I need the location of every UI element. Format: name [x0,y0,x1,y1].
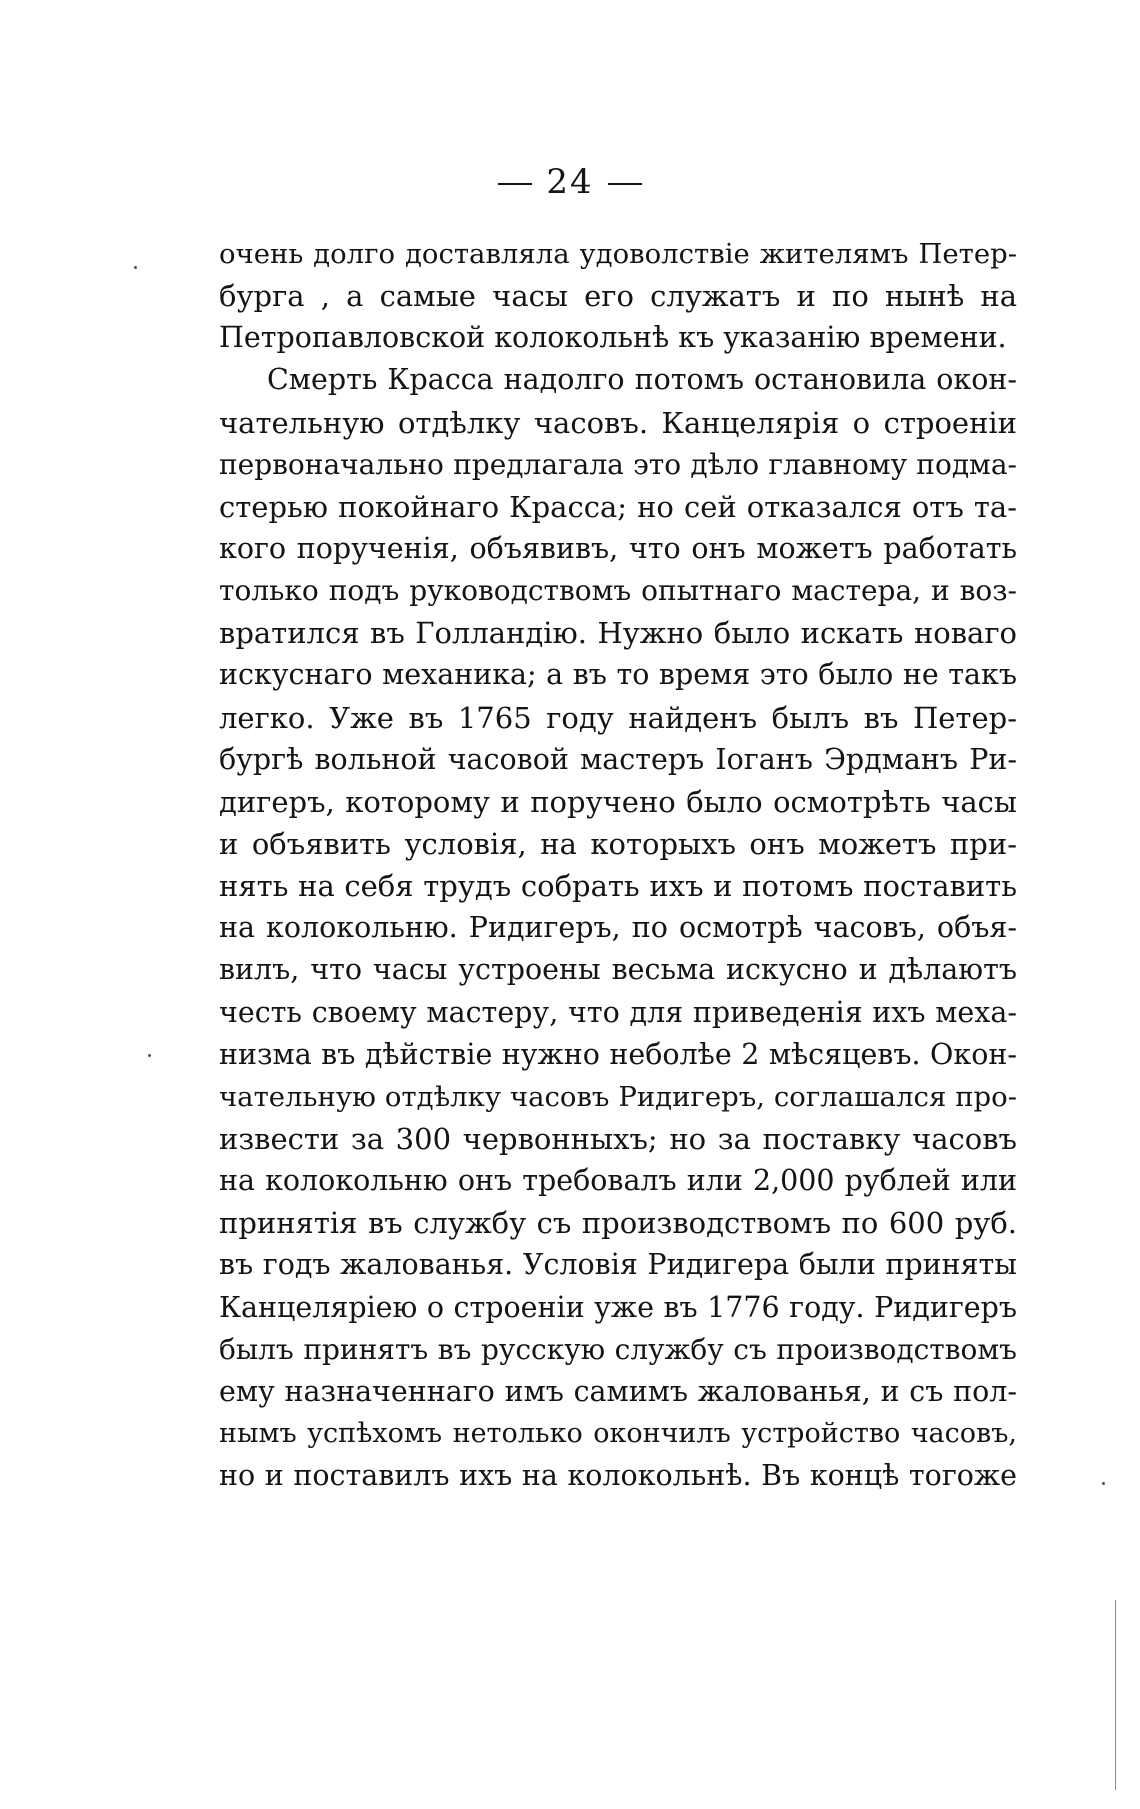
text-line: на колокольню онъ требовалъ или 2,000 рублей или [219,1164,1017,1198]
text-line: вилъ, что часы устроены весьма искусно и дѣлаютъ [219,953,1017,987]
text-line: бургѣ вольной часовой мастеръ Іоганъ Эрдманъ Ри- [219,742,1017,776]
text-line: честь своему мастеру, что для приведенія ихъ меха- [219,995,1017,1029]
scan-speck [148,1054,151,1057]
text-line: на колокольню. Ридигеръ, по осмотрѣ часовъ, объя- [219,911,1017,945]
scan-edge-line [1115,1600,1116,1790]
text-line: очень долго доставляла удоволствіе жителямъ Петер- [219,238,1017,270]
text-line: и объявить условія, на которыхъ онъ можетъ при- [219,826,1017,861]
text-line: чательную отдѣлку часовъ Ридигеръ, соглашался про- [219,1080,1017,1113]
text-line: въ годъ жалованья. Условія Ридигера были приняты [219,1248,1017,1282]
text-line: дигеръ, которому и поручено было осмотрѣть часы [219,784,1017,819]
text-line: Канцеляріею о строеніи уже въ 1776 году. Ридигеръ [219,1290,1017,1324]
text-line: ему назначеннаго имъ самимъ жалованья, и съ пол- [219,1374,1017,1408]
text-line: нымъ успѣхомъ нетолько окончилъ устройство часовъ, [219,1417,1017,1449]
text-line: былъ принятъ въ русскую службу съ производствомъ [219,1332,1017,1366]
right-dash [608,183,642,185]
text-line: искуснаго механика; а въ то время это было не такъ [219,658,1017,692]
text-line: нять на себя трудъ собрать ихъ и потомъ поставить [219,869,1017,904]
text-line: бурга , а самые часы его служатъ и по нынѣ на [219,279,1017,314]
text-line: только подъ руководствомъ опытнаго мастера, и воз- [219,574,1017,608]
text-line: принятія въ службу съ производствомъ по 600 руб. [219,1206,1017,1241]
text-line: легко. Уже въ 1765 году найденъ былъ въ Петер- [219,700,1017,735]
body-text [219,233,1017,1497]
text-line: кого порученія, объявивъ, что онъ можетъ работать [219,531,1017,565]
text-line: вратился въ Голландію. Нужно было искать новаго [219,616,1017,651]
left-dash [498,183,532,185]
text-line: но и поставилъ ихъ на колокольнѣ. Въ концѣ тогоже [219,1459,1017,1493]
text-line: первоначально предлагала это дѣло главному подма- [219,447,1017,481]
text-line: Петропавловской колокольнѣ къ указанію времени. [219,321,1007,355]
page-number: 24 [546,162,594,202]
text-line: стерью покойнаго Красса; но сей отказался отъ та- [219,489,1017,524]
text-line: чательную отдѣлку часовъ. Канцелярія о строеніи [219,405,1017,440]
page-header [0,162,1140,202]
scan-speck [1102,1482,1105,1485]
text-line: извести за 300 червонныхъ; но за поставку часовъ [219,1121,1017,1156]
text-line: Смерть Красса надолго потомъ остановила окон- [267,363,1017,397]
scan-speck [134,266,137,269]
text-line: низма въ дѣйствіе нужно неболѣе 2 мѣсяцевъ. Окон- [219,1037,1017,1071]
